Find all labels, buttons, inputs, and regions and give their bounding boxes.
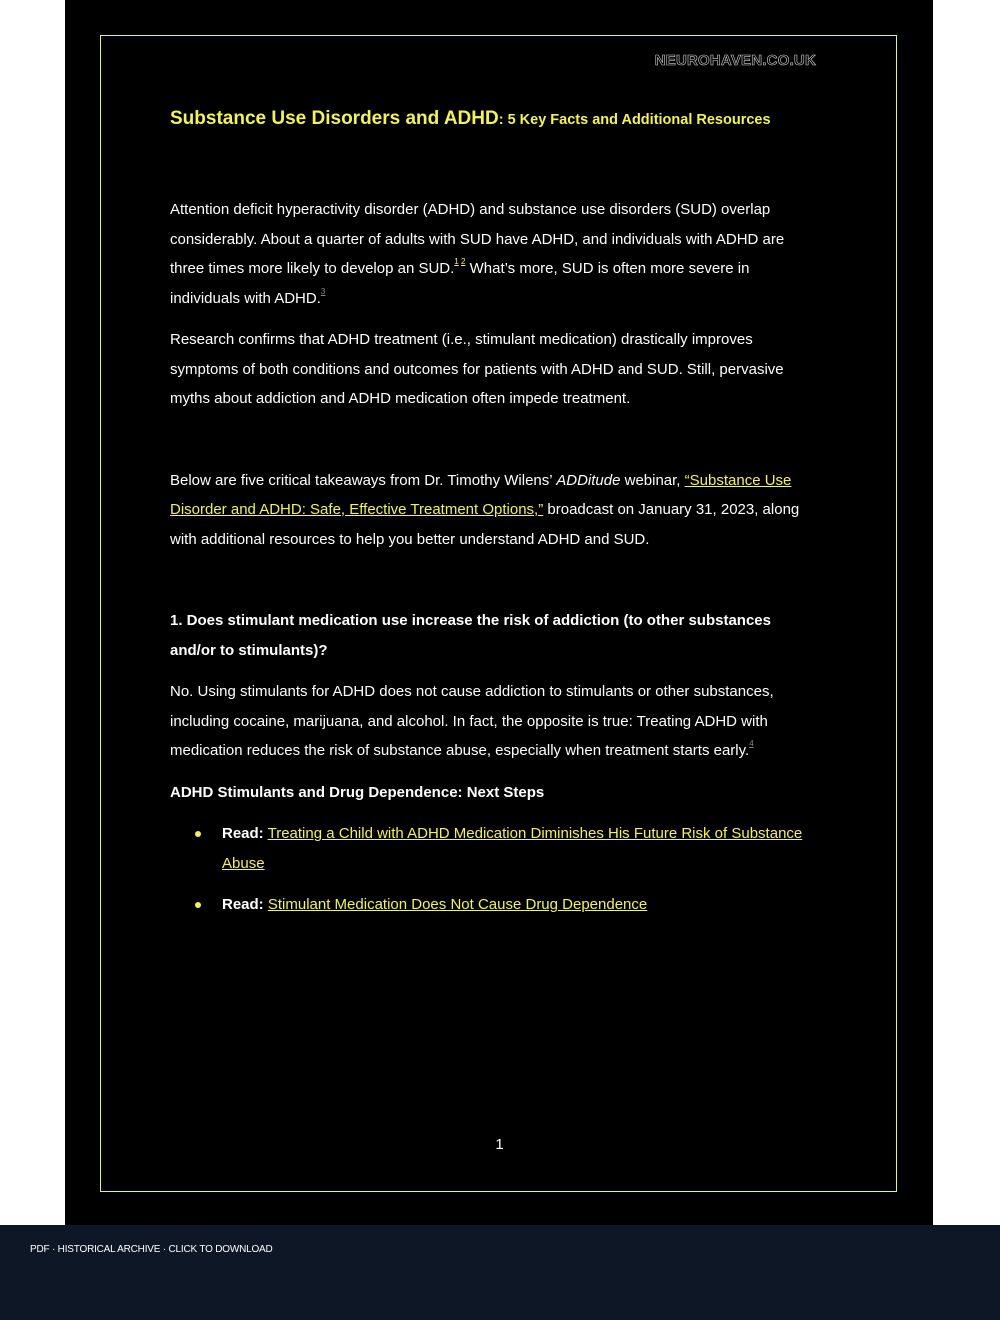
page-number: 1	[495, 1136, 504, 1153]
site-name: NEUROHAVEN.CO.UK	[654, 52, 816, 69]
footnote-link-4[interactable]: 4	[749, 739, 754, 748]
page-border	[100, 35, 897, 1192]
footnote-link-1[interactable]: 1	[454, 257, 459, 266]
publication-name: ADDitude	[556, 471, 621, 489]
footnote-link-3[interactable]: 3	[320, 286, 326, 296]
article-body	[170, 104, 820, 932]
intro-paragraph: Attention deficit hyperactivity disorder (ADHD) and substance use disorders (SUD) overlap considerably. About a quarter of adults with SUD have ADHD, and individuals with ADHD are three times more likely to develop an SUD.$^{1 2}$ What’s more, SUD is often more severe in individuals with ADHD.$^3$	[170, 201, 785, 307]
question-1-heading: 1. Does stimulant medication use increase the risk of addiction (to other substances and/or to stimulants)?	[170, 612, 771, 659]
webinar-link[interactable]: “Substance Use Disorder and ADHD: Safe, Effective Treatment Options,”	[170, 471, 792, 518]
next-steps-list	[170, 819, 820, 920]
title-subtitle: : 5 Key Facts and Additional Resources	[498, 112, 771, 128]
next-steps-heading: ADHD Stimulants and Drug Dependence: Next Steps	[170, 783, 545, 801]
read-link-treating-child[interactable]: Treating a Child with ADHD Medication Diminishes His Future Risk of Substance Abuse	[222, 825, 803, 872]
webinar-paragraph: Below are five critical takeaways from Dr. Timothy Wilens’ ADDitude webinar, “Substance Use Disorder and ADHD: Safe, Effective Treatment Options,” broadcast on January 31, 2023, along with additional resources to help you better understand ADHD and SUD.	[170, 471, 800, 548]
list-item: Read: Treating a Child with ADHD Medication Diminishes His Future Risk of Substance Abuse	[222, 819, 820, 878]
footnote-link-2[interactable]: 2	[460, 257, 466, 266]
list-item: Read: Stimulant Medication Does Not Cause Drug Dependence	[222, 890, 820, 920]
bullet-icon	[195, 902, 201, 908]
footnote-refs	[454, 257, 465, 266]
research-paragraph: Research confirms that ADHD treatment (i.e., stimulant medication) drastically improves symptoms of both conditions and outcomes for patients with ADHD and SUD. Still, pervasive myths about addiction and ADHD medication often impede treatment.	[170, 331, 784, 407]
download-footer-text[interactable]: PDF · HISTORICAL ARCHIVE · CLICK TO DOWNLOAD	[30, 1244, 273, 1255]
title-main: Substance Use Disorders and ADHD	[170, 108, 499, 129]
question-1-answer: No. Using stimulants for ADHD does not cause addiction to stimulants or other substances, including cocaine, marijuana, and alcohol. In fact, the opposite is true: Treating ADHD with medication reduces the risk of substance abuse, especially when treatment starts early.$^4$	[170, 683, 774, 759]
document-page	[65, 0, 933, 1225]
article-title	[170, 104, 820, 135]
read-link-stimulant-medication[interactable]: Stimulant Medication Does Not Cause Drug Dependence	[267, 896, 648, 913]
download-footer[interactable]	[0, 1225, 1000, 1320]
bullet-icon	[195, 831, 201, 837]
